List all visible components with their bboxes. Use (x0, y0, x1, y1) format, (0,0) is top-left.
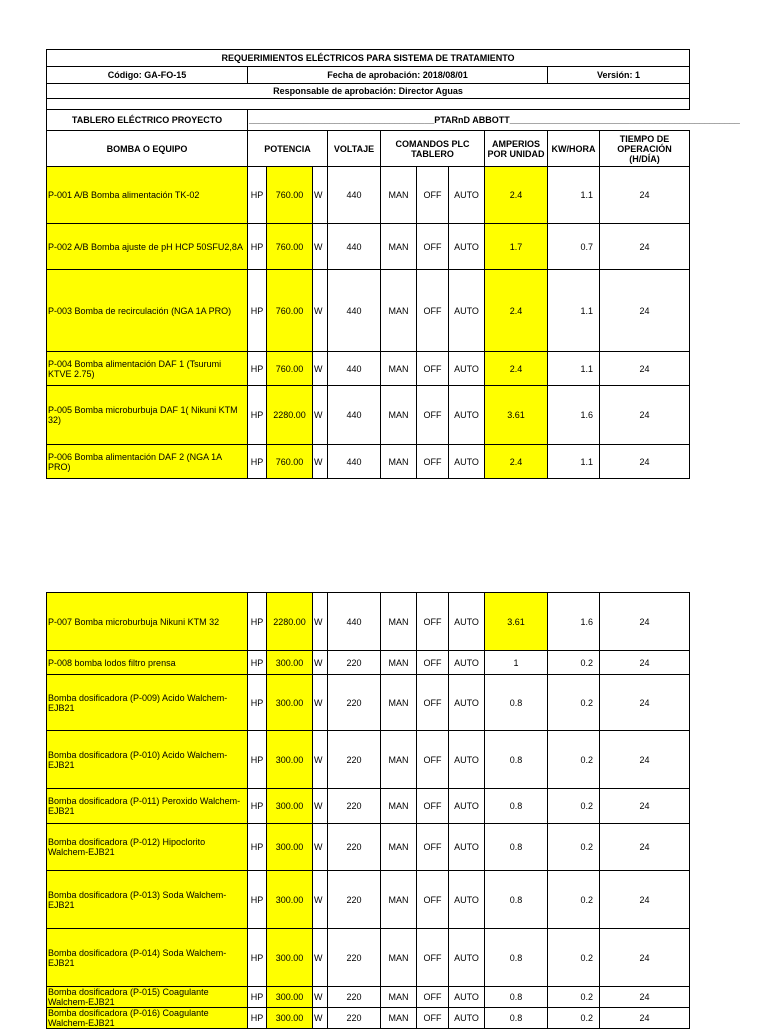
command-auto: AUTO (449, 824, 485, 871)
power-unit-hp: HP (248, 987, 267, 1008)
command-off: OFF (417, 987, 449, 1008)
tablero-label: TABLERO ELÉCTRICO PROYECTO (47, 110, 248, 131)
power-value: 760.00 (267, 270, 313, 352)
command-man: MAN (381, 824, 417, 871)
command-man: MAN (381, 352, 417, 386)
document-version: Versión: 1 (548, 67, 690, 84)
command-auto: AUTO (449, 270, 485, 352)
operation-hours-value: 24 (600, 224, 690, 270)
operation-hours-value: 24 (600, 352, 690, 386)
command-off: OFF (417, 929, 449, 987)
col-equipo: BOMBA O EQUIPO (47, 131, 248, 167)
power-unit-w: W (313, 386, 328, 445)
amperes-value: 2.4 (485, 445, 548, 479)
command-off: OFF (417, 871, 449, 929)
table-row (47, 789, 690, 824)
operation-hours-value: 24 (600, 386, 690, 445)
equipment-name: P-001 A/B Bomba alimentación TK-02 (47, 167, 248, 224)
project-name: _____________________________________PTARnD ABBOTT______________________________________________ (248, 110, 690, 131)
command-man: MAN (381, 386, 417, 445)
amperes-value: 0.8 (485, 675, 548, 731)
operation-hours-value: 24 (600, 871, 690, 929)
amperes-value: 0.8 (485, 824, 548, 871)
command-off: OFF (417, 352, 449, 386)
voltage-value: 440 (328, 270, 381, 352)
power-unit-hp: HP (248, 929, 267, 987)
power-unit-hp: HP (248, 270, 267, 352)
col-voltaje: VOLTAJE (328, 131, 381, 167)
power-value: 760.00 (267, 352, 313, 386)
command-auto: AUTO (449, 871, 485, 929)
voltage-value: 220 (328, 651, 381, 675)
kw-hour-value: 1.6 (548, 386, 600, 445)
amperes-value: 1 (485, 651, 548, 675)
power-unit-w: W (313, 651, 328, 675)
amperes-value: 0.8 (485, 871, 548, 929)
voltage-value: 220 (328, 731, 381, 789)
command-off: OFF (417, 789, 449, 824)
power-unit-w: W (313, 987, 328, 1008)
operation-hours-value: 24 (600, 651, 690, 675)
requirements-table-page-2 (46, 592, 690, 1029)
equipment-name: P-007 Bomba microburbuja Nikuni KTM 32 (47, 593, 248, 651)
power-unit-w: W (313, 929, 328, 987)
kw-hour-value: 0.2 (548, 731, 600, 789)
voltage-value: 440 (328, 445, 381, 479)
power-value: 300.00 (267, 651, 313, 675)
col-amperios: AMPERIOS POR UNIDAD (485, 131, 548, 167)
power-unit-w: W (313, 789, 328, 824)
power-unit-w: W (313, 675, 328, 731)
approval-responsible: Responsable de aprobación: Director Aguas (47, 84, 690, 99)
table-row (47, 675, 690, 731)
command-off: OFF (417, 651, 449, 675)
power-unit-hp: HP (248, 593, 267, 651)
spacer-row (47, 99, 690, 110)
table-row (47, 824, 690, 871)
table-row (47, 386, 690, 445)
power-unit-hp: HP (248, 651, 267, 675)
power-unit-w: W (313, 593, 328, 651)
command-auto: AUTO (449, 352, 485, 386)
command-off: OFF (417, 1008, 449, 1029)
power-value: 760.00 (267, 445, 313, 479)
power-value: 760.00 (267, 167, 313, 224)
table-row (47, 352, 690, 386)
kw-hour-value: 1.1 (548, 352, 600, 386)
kw-hour-value: 0.2 (548, 824, 600, 871)
kw-hour-value: 1.1 (548, 167, 600, 224)
operation-hours-value: 24 (600, 929, 690, 987)
power-unit-w: W (313, 224, 328, 270)
kw-hour-value: 0.2 (548, 651, 600, 675)
voltage-value: 220 (328, 929, 381, 987)
power-value: 300.00 (267, 675, 313, 731)
amperes-value: 3.61 (485, 593, 548, 651)
operation-hours-value: 24 (600, 270, 690, 352)
equipment-name: Bomba dosificadora (P-016) Coagulante Walchem-EJB21 (47, 1008, 248, 1029)
equipment-name: Bomba dosificadora (P-009) Acido Walchem-EJB21 (47, 675, 248, 731)
kw-hour-value: 0.7 (548, 224, 600, 270)
operation-hours-value: 24 (600, 445, 690, 479)
operation-hours-value: 24 (600, 987, 690, 1008)
power-value: 300.00 (267, 871, 313, 929)
kw-hour-value: 0.2 (548, 871, 600, 929)
power-unit-hp: HP (248, 386, 267, 445)
command-auto: AUTO (449, 386, 485, 445)
power-unit-hp: HP (248, 789, 267, 824)
power-unit-w: W (313, 731, 328, 789)
command-man: MAN (381, 789, 417, 824)
power-unit-hp: HP (248, 167, 267, 224)
command-off: OFF (417, 386, 449, 445)
power-unit-hp: HP (248, 1008, 267, 1029)
kw-hour-value: 0.2 (548, 1008, 600, 1029)
operation-hours-value: 24 (600, 1008, 690, 1029)
table-row (47, 593, 690, 651)
command-off: OFF (417, 224, 449, 270)
command-auto: AUTO (449, 789, 485, 824)
command-off: OFF (417, 167, 449, 224)
power-value: 300.00 (267, 789, 313, 824)
power-unit-hp: HP (248, 224, 267, 270)
voltage-value: 220 (328, 824, 381, 871)
voltage-value: 440 (328, 593, 381, 651)
equipment-name: Bomba dosificadora (P-012) Hipoclorito Walchem-EJB21 (47, 824, 248, 871)
table-row (47, 224, 690, 270)
power-value: 300.00 (267, 929, 313, 987)
amperes-value: 0.8 (485, 929, 548, 987)
equipment-name: Bomba dosificadora (P-015) Coagulante Walchem-EJB21 (47, 987, 248, 1008)
command-man: MAN (381, 167, 417, 224)
table-row (47, 445, 690, 479)
kw-hour-value: 0.2 (548, 675, 600, 731)
equipment-name: P-005 Bomba microburbuja DAF 1( Nikuni KTM 32) (47, 386, 248, 445)
power-unit-hp: HP (248, 731, 267, 789)
document-code: Código: GA-FO-15 (47, 67, 248, 84)
kw-hour-value: 1.1 (548, 270, 600, 352)
equipment-name: P-003 Bomba de recirculación (NGA 1A PRO) (47, 270, 248, 352)
command-off: OFF (417, 675, 449, 731)
kw-hour-value: 0.2 (548, 789, 600, 824)
operation-hours-value: 24 (600, 731, 690, 789)
equipment-name: P-004 Bomba alimentación DAF 1 (Tsurumi KTVE 2.75) (47, 352, 248, 386)
document-title: REQUERIMIENTOS ELÉCTRICOS PARA SISTEMA DE TRATAMIENTO (47, 50, 690, 67)
power-unit-hp: HP (248, 675, 267, 731)
voltage-value: 440 (328, 167, 381, 224)
equipment-name: Bomba dosificadora (P-010) Acido Walchem-EJB21 (47, 731, 248, 789)
amperes-value: 0.8 (485, 987, 548, 1008)
power-value: 300.00 (267, 731, 313, 789)
command-man: MAN (381, 987, 417, 1008)
power-unit-w: W (313, 445, 328, 479)
requirements-table-page-1 (46, 49, 740, 479)
amperes-value: 2.4 (485, 167, 548, 224)
command-auto: AUTO (449, 1008, 485, 1029)
power-unit-w: W (313, 352, 328, 386)
power-value: 760.00 (267, 224, 313, 270)
command-man: MAN (381, 929, 417, 987)
kw-hour-value: 1.6 (548, 593, 600, 651)
command-man: MAN (381, 270, 417, 352)
command-auto: AUTO (449, 167, 485, 224)
power-unit-w: W (313, 871, 328, 929)
command-off: OFF (417, 731, 449, 789)
power-unit-w: W (313, 167, 328, 224)
power-unit-w: W (313, 270, 328, 352)
amperes-value: 2.4 (485, 270, 548, 352)
command-off: OFF (417, 824, 449, 871)
command-off: OFF (417, 270, 449, 352)
voltage-value: 220 (328, 789, 381, 824)
kw-hour-value: 0.2 (548, 987, 600, 1008)
amperes-value: 1.7 (485, 224, 548, 270)
power-unit-w: W (313, 824, 328, 871)
command-auto: AUTO (449, 929, 485, 987)
power-unit-hp: HP (248, 445, 267, 479)
voltage-value: 440 (328, 352, 381, 386)
table-row (47, 929, 690, 987)
kw-hour-value: 0.2 (548, 929, 600, 987)
power-unit-hp: HP (248, 824, 267, 871)
command-auto: AUTO (449, 593, 485, 651)
table-row (47, 1008, 690, 1029)
command-auto: AUTO (449, 675, 485, 731)
table-row (47, 731, 690, 789)
command-man: MAN (381, 651, 417, 675)
equipment-name: Bomba dosificadora (P-013) Soda Walchem-EJB21 (47, 871, 248, 929)
command-auto: AUTO (449, 731, 485, 789)
power-value: 300.00 (267, 824, 313, 871)
power-unit-hp: HP (248, 871, 267, 929)
command-man: MAN (381, 445, 417, 479)
voltage-value: 440 (328, 224, 381, 270)
command-man: MAN (381, 731, 417, 789)
approval-date: Fecha de aprobación: 2018/08/01 (248, 67, 548, 84)
power-unit-w: W (313, 1008, 328, 1029)
col-tiempo: TIEMPO DE OPERACIÓN (H/DÍA) (600, 131, 690, 167)
command-off: OFF (417, 445, 449, 479)
command-auto: AUTO (449, 224, 485, 270)
command-auto: AUTO (449, 651, 485, 675)
table-row (47, 167, 690, 224)
equipment-name: Bomba dosificadora (P-014) Soda Walchem-EJB21 (47, 929, 248, 987)
amperes-value: 0.8 (485, 731, 548, 789)
table-row (47, 987, 690, 1008)
table-row (47, 871, 690, 929)
equipment-name: P-006 Bomba alimentación DAF 2 (NGA 1A PRO) (47, 445, 248, 479)
voltage-value: 220 (328, 987, 381, 1008)
operation-hours-value: 24 (600, 789, 690, 824)
command-off: OFF (417, 593, 449, 651)
equipment-name: Bomba dosificadora (P-011) Peroxido Walchem-EJB21 (47, 789, 248, 824)
table-row (47, 651, 690, 675)
command-man: MAN (381, 675, 417, 731)
col-comandos: COMANDOS PLC TABLERO (381, 131, 485, 167)
command-auto: AUTO (449, 445, 485, 479)
power-unit-hp: HP (248, 352, 267, 386)
power-value: 2280.00 (267, 593, 313, 651)
amperes-value: 3.61 (485, 386, 548, 445)
operation-hours-value: 24 (600, 675, 690, 731)
voltage-value: 220 (328, 675, 381, 731)
voltage-value: 440 (328, 386, 381, 445)
amperes-value: 0.8 (485, 1008, 548, 1029)
operation-hours-value: 24 (600, 593, 690, 651)
col-kwhora: KW/HORA (548, 131, 600, 167)
command-man: MAN (381, 593, 417, 651)
operation-hours-value: 24 (600, 824, 690, 871)
command-man: MAN (381, 224, 417, 270)
voltage-value: 220 (328, 871, 381, 929)
kw-hour-value: 1.1 (548, 445, 600, 479)
command-man: MAN (381, 871, 417, 929)
command-auto: AUTO (449, 987, 485, 1008)
power-value: 2280.00 (267, 386, 313, 445)
amperes-value: 2.4 (485, 352, 548, 386)
power-value: 300.00 (267, 987, 313, 1008)
equipment-name: P-002 A/B Bomba ajuste de pH HCP 50SFU2,8A (47, 224, 248, 270)
command-man: MAN (381, 1008, 417, 1029)
amperes-value: 0.8 (485, 789, 548, 824)
voltage-value: 220 (328, 1008, 381, 1029)
power-value: 300.00 (267, 1008, 313, 1029)
col-potencia: POTENCIA (248, 131, 328, 167)
equipment-name: P-008 bomba lodos filtro prensa (47, 651, 248, 675)
table-row (47, 270, 690, 352)
operation-hours-value: 24 (600, 167, 690, 224)
